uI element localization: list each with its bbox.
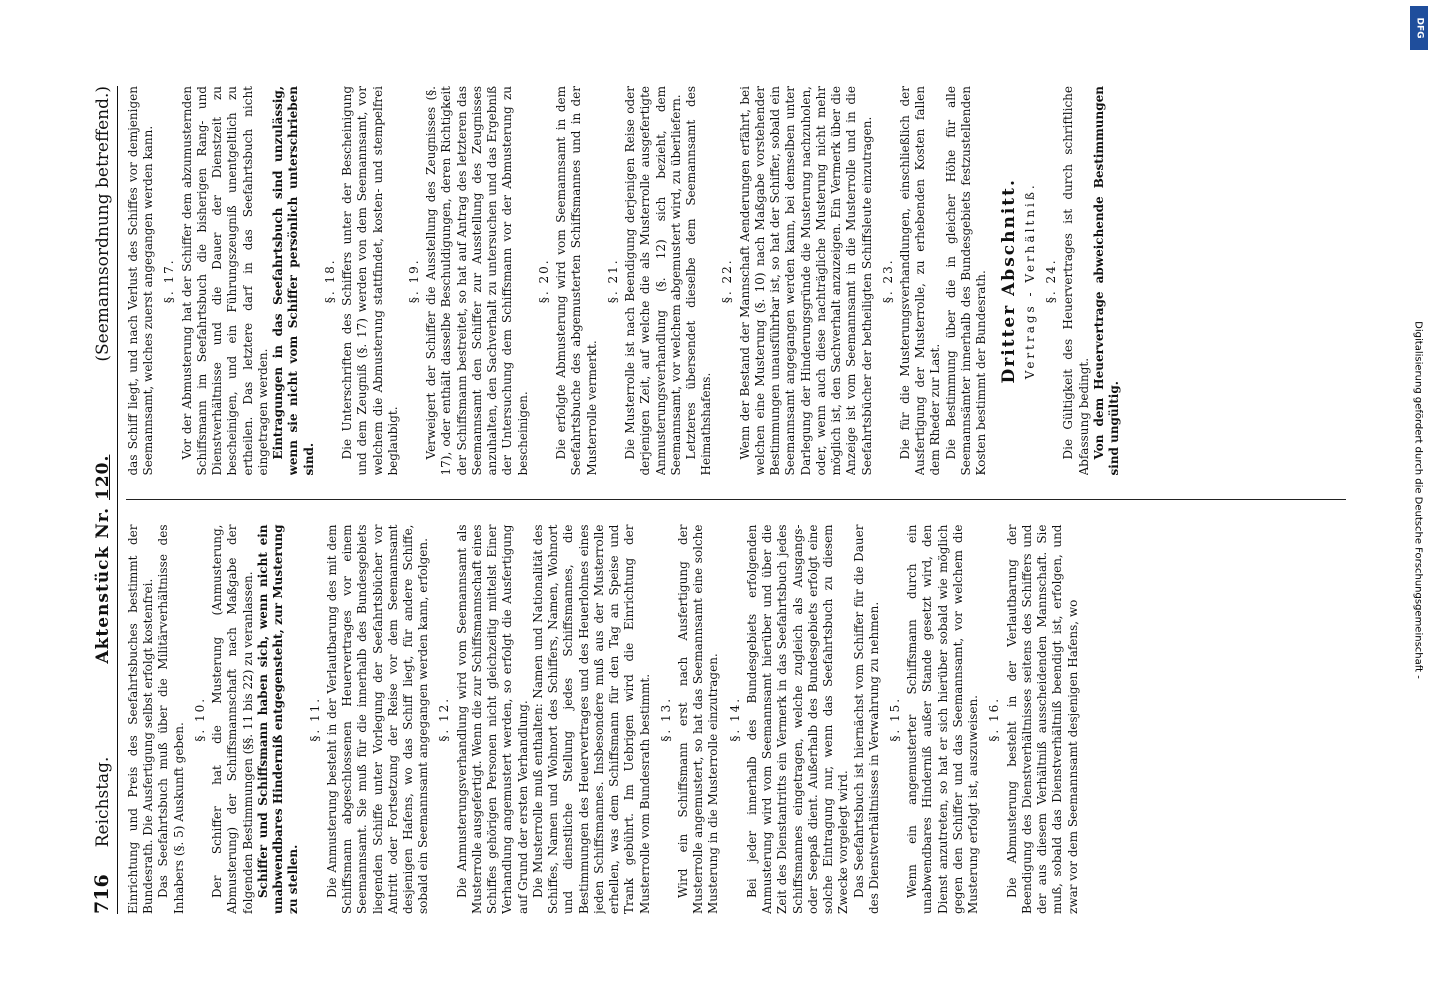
section-heading: §. 12.: [437, 696, 452, 742]
paragraph: Vor der Abmusterung hat der Schiffer dem abzumusternden Schiffsmann im Seefahrtsbuch die bisherigen Rang- und Dienstverhältnisse und die Dauer der Dienstzeit zu bescheinigen, und ein Führungszeugniß unentgeltlich zu ertheilen. Das letztere darf in das Seefahrtsbuch nicht eingetragen werden.: [179, 86, 270, 476]
document-page: [71, 60, 1361, 940]
section-heading: §. 14.: [727, 696, 742, 742]
section-heading: §. 19.: [406, 258, 421, 304]
dfg-logo-icon: DFG: [1410, 6, 1428, 50]
paragraph: Wenn der Bestand der Mannschaft Aenderungen erfährt, bei welchen eine Musterung (§. 10) nach Maßgabe vorstehender Bestimmungen unausführbar ist, so hat der Schiffer, sobald ein Seemannsamt angegangen werden kann, bei demselben unter Darlegung der Hinderungsgründe die Musterung nachzuholen, oder, wenn auch diese nachträgliche Musterung nicht mehr möglich ist, den Sachverhalt anzuzeigen. Ein Vermerk über die Anzeige ist vom Seemannsamt in die Musterrolle und in die Seefahrtsbücher der betheiligten Schiffsleute einzutragen.: [737, 86, 874, 476]
paragraph: Letzteres übersendet dieselbe dem Seemannsamt des Heimathshafens.: [683, 86, 714, 476]
paragraph: Die Anmusterungsverhandlung wird vom Seemannsamt als Musterrolle ausgefertigt. Wenn die zur Schiffsmannschaft eines Schiffes gehörigen Personen nicht gleichzeitig mittelst Einer Verhandlung angemustert werden, so erfolgt die Ausfertigung auf Grund der ersten Verhandlung.: [454, 524, 530, 914]
left-column: [126, 525, 1346, 915]
section-heading: §. 15.: [888, 696, 903, 742]
page-number: 716: [91, 874, 113, 914]
section-heading: §. 10.: [192, 696, 207, 742]
paragraph: das Schiff liegt, und nach Verlust des Schiffes vor demjenigen Seemannsamt, welches zuerst angegangen werden kann.: [126, 86, 156, 476]
header-title-prefix: Aktenstück Nr.: [93, 506, 113, 664]
paragraph: Die Musterrolle ist nach Beendigung derjenigen Reise oder derjenigen Zeit, auf welche die als Musterrolle ausgefertigte Anmusterungsverhandlung (§. 12) sich bezieht, dem Seemannsamt, vor welchem abgemustert wird, zu überliefern.: [623, 86, 683, 476]
section-heading: §. 22.: [720, 258, 735, 304]
text-columns: [126, 86, 1346, 914]
bold-paragraph: Von dem Heuervertrage abweichende Bestimmungen sind ungültig.: [1091, 86, 1122, 476]
paragraph: Verweigert der Schiffer die Ausstellung des Zeugnisses (§. 17), oder enthält dasselbe Beschuldigungen, deren Richtigkeit der Schiffsmann bestreitet, so hat auf Antrag des letzteren das Seemannsamt den Schiffer zur Ausstellung des Zeugnisses anzuhalten, den Sachverhalt zu untersuchen und das Ergebniß der Untersuchung dem Schiffsmann vor der Abmusterung zu bescheinigen.: [424, 86, 530, 476]
column-divider: [126, 500, 1346, 501]
paragraph: Die erfolgte Abmusterung wird vom Seemannsamt in dem Seefahrtsbuche des abgemusterten Schiffsmannes und in der Musterrolle vermerkt.: [554, 86, 599, 476]
paragraph: Das Seefahrtsbuch ist hiernächst vom Schiffer für die Dauer des Dienstverhältnisses in Verwahrung zu nehmen.: [851, 524, 881, 914]
paragraph: Das Seefahrtsbuch muß über die Militärverhältnisse des Inhabers (§. 5) Auskunft geben.: [156, 524, 186, 914]
header-left: Reichstag.: [93, 756, 113, 848]
section-heading: §. 18.: [322, 258, 337, 304]
section-heading: §. 24.: [1044, 258, 1059, 304]
paragraph: Bei jeder innerhalb des Bundesgebiets erfolgenden Anmusterung wird vom Seemannsamt hierüber und über die Zeit des Dienstantritts ein Vermerk in das Seefahrtsbuch jedes Schiffsmannes eingetragen, welche zugleich als Ausgangs- oder Seepaß dient. Außerhalb des Bundesgebiets erfolgt eine solche Eintragung nur, wenn das Seefahrtsbuch zu diesem Zwecke vorgelegt wird.: [744, 524, 851, 914]
paragraph: Der Schiffer hat die Musterung (Anmusterung, Abmusterung) der Schiffsmannschaft nach Maßgabe der folgenden Bestimmungen (§§. 11 bis 22) zu veranlassen.: [210, 524, 255, 914]
section-heading: §. 11.: [307, 696, 322, 742]
paragraph: Die Abmusterung besteht in der Verlautbarung der Beendigung des Dienstverhältnisses seitens des Schiffers und der aus diesem Verhältniß ausscheidenden Mannschaft. Sie muß, sobald das Dienstverhältniß beendigt ist, erfolgen, und zwar vor dem Seemannsamt desjenigen Hafens, wo: [1004, 524, 1080, 914]
bold-paragraph: Schiffer und Schiffsmann haben sich, wenn nicht ein unabwendbares Hinderniß entgegensteht, zur Musterung zu stellen.: [255, 524, 301, 914]
section-heading: §. 21.: [605, 258, 620, 304]
digitization-note: Digitalisierung gefördert durch die Deutsche Forschungsgemeinschaft -: [1412, 321, 1424, 679]
paragraph: Wird ein Schiffsmann erst nach Ausfertigung der Musterrolle angemustert, so hat das Seemannsamt eine solche Musterung in die Musterrolle einzutragen.: [675, 524, 721, 914]
chapter-heading: Dritter Abschnitt.: [999, 178, 1020, 384]
right-column: [126, 86, 1346, 476]
paragraph: Die Bestimmung über die in gleicher Höhe für alle Seemannsämter innerhalb des Bundesgebiets festzustellenden Kosten bestimmt der Bundesrath.: [943, 86, 989, 476]
chapter-subheading: Vertrags - Verhältniß.: [1023, 182, 1037, 380]
page-header: [91, 86, 118, 914]
paragraph: Einrichtung und Preis des Seefahrtsbuches bestimmt der Bundesrath. Die Ausfertigung selbst erfolgt kostenfrei.: [126, 524, 156, 914]
section-heading: §. 17.: [162, 258, 177, 304]
paragraph: Die Musterrolle muß enthalten: Namen und Nationalität des Schiffes, Namen und Wohnort des Schiffers, Namen, Wohnort und dienstliche Stellung jedes Schiffsmannes, die Bestimmungen des Heuervertrages und des Heuerlohnes eines jeden Schiffsmannes. Insbesondere muß aus der Musterrolle erhellen, was dem Schiffsmann für den Tag an Speise und Trank gebührt. Im Uebrigen wird die Einrichtung der Musterrolle vom Bundesrath bestimmt.: [530, 524, 652, 914]
paragraph: Wenn ein angemusterter Schiffsmann durch ein unabwendbares Hinderniß außer Stande gesetzt wird, den Dienst anzutreten, so hat er sich hierüber sobald wie möglich gegen den Schiffer und das Seemannsamt, vor welchem die Musterung erfolgt ist, auszuweisen.: [905, 524, 981, 914]
header-right: (Seemannsordnung betreffend.): [93, 86, 113, 362]
section-heading: §. 16.: [987, 696, 1002, 742]
paragraph: Die Unterschriften des Schiffers unter der Bescheinigung und dem Zeugniß (§. 17) werden von dem Seemannsamt, vor welchem die Abmusterung stattfindet, kosten- und stempelfrei beglaubigt.: [340, 86, 400, 476]
paragraph: Die Anmusterung besteht in der Verlautbarung des mit dem Schiffsmann abgeschlossenen Heuervertrages vor einem Seemannsamt. Sie muß für die innerhalb des Bundesgebiets liegenden Schiffe unter Vorlegung der Seefahrtsbücher vor Antritt oder Fortsetzung der Reise vor dem Seemannsamt desjenigen Hafens, wo das Schiff liegt, für andere Schiffe, sobald ein Seemannsamt angegangen werden kann, erfolgen.: [324, 524, 431, 914]
paragraph: Die Gültigkeit des Heuervertrages ist durch schriftliche Abfassung bedingt.: [1061, 86, 1091, 476]
section-heading: §. 20.: [536, 258, 551, 304]
header-title-number: 120.: [93, 454, 113, 500]
header-title: [93, 455, 113, 664]
paragraph: Die für die Musterungsverhandlungen, einschließlich der Ausfertigung der Musterrolle, zu erhebenden Kosten fallen dem Rheder zur Last.: [898, 86, 943, 476]
section-heading: §. 23.: [880, 258, 895, 304]
bold-paragraph: Eintragungen in das Seefahrtsbuch sind unzulässig, wenn sie nicht vom Schiffer persönlich unterschrieben sind.: [271, 86, 316, 476]
digitization-sidebar: [1404, 0, 1432, 1000]
section-heading: §. 13.: [658, 696, 673, 742]
